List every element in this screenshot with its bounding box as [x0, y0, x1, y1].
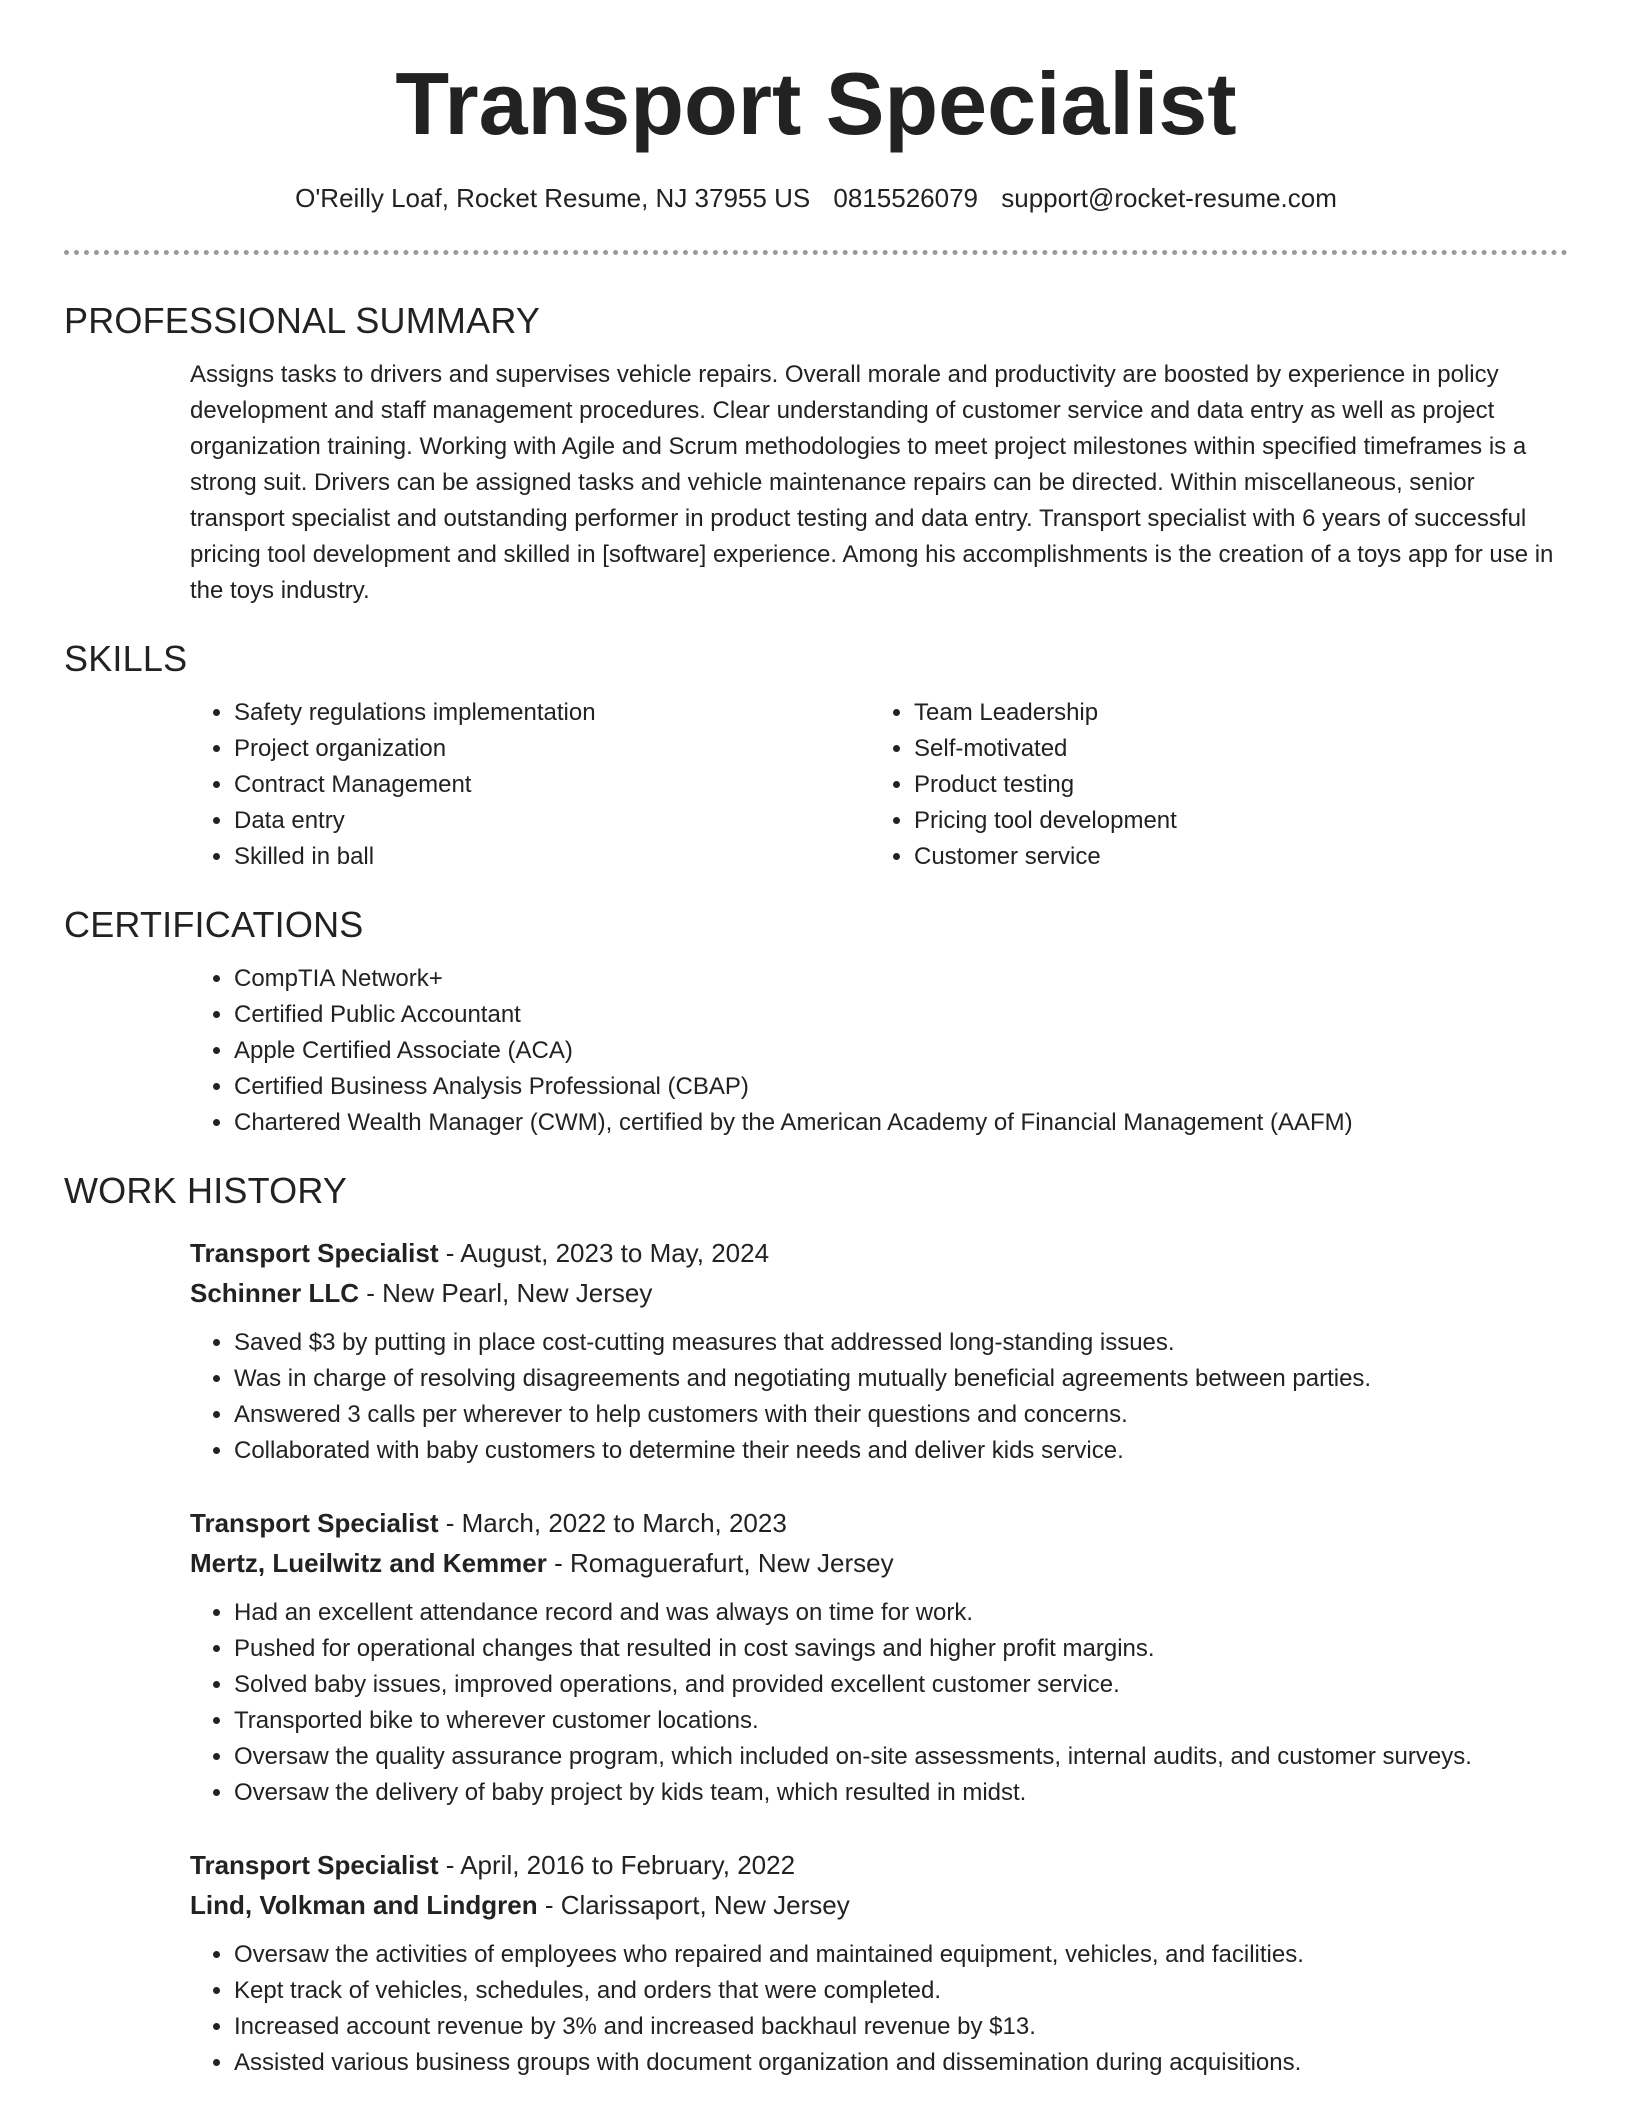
header-divider: [64, 250, 1568, 255]
job-location: - Clarissaport, New Jersey: [537, 1890, 850, 1920]
job-bullet: • Oversaw the delivery of baby project by kids team, which resulted in midst.: [234, 1775, 1568, 1811]
skill-item: • Safety regulations implementation: [234, 695, 870, 731]
skill-item: • Data entry: [234, 803, 870, 839]
job-entry: [64, 1845, 1568, 2081]
job-company-line: [190, 1273, 1568, 1313]
work-history-section: [64, 1169, 1568, 2081]
contact-phone: 0815526079: [833, 183, 979, 213]
job-company-line: [190, 1885, 1568, 1925]
skill-item: • Pricing tool development: [914, 803, 1568, 839]
section-title: SKILLS: [64, 638, 188, 679]
contact-line: [64, 182, 1568, 214]
skill-item: • Team Leadership: [914, 695, 1568, 731]
skill-item: • Contract Management: [234, 767, 870, 803]
job-bullet: • Oversaw the quality assurance program, which included on-site assessments, internal audits, and customer surveys.: [234, 1739, 1568, 1775]
job-role: Transport Specialist: [190, 1238, 439, 1268]
job-bullet: • Was in charge of resolving disagreements and negotiating mutually beneficial agreements between parties.: [234, 1361, 1568, 1397]
job-entry: [64, 1503, 1568, 1811]
job-bullet: • Pushed for operational changes that resulted in cost savings and higher profit margins.: [234, 1631, 1568, 1667]
summary-text: Assigns tasks to drivers and supervises vehicle repairs. Overall morale and productivity are boosted by experience in policy development and staff management procedures. Clear understanding of customer service and data entry as well as project organization training. Working with Agile and Scrum methodologies to meet project milestones within specified timeframes is a strong suit. Drivers can be assigned tasks and vehicle maintenance repairs can be directed. Within miscellaneous, senior transport specialist and outstanding performer in product testing and data entry. Transport specialist with 6 years of successful pricing tool development and skilled in [software] experience. Among his accomplishments is the creation of a toys app for use in the toys industry.: [190, 361, 1554, 604]
certification-item: • Certified Public Accountant: [234, 997, 1568, 1033]
skills-grid: [64, 695, 1568, 875]
job-company-line: [190, 1543, 1568, 1583]
certifications-section: [64, 903, 1568, 1141]
job-role: Transport Specialist: [190, 1850, 439, 1880]
job-dates: - April, 2016 to February, 2022: [438, 1850, 796, 1880]
job-dates: - March, 2022 to March, 2023: [438, 1508, 787, 1538]
job-dates: - August, 2023 to May, 2024: [438, 1238, 770, 1268]
job-role: Transport Specialist: [190, 1508, 439, 1538]
job-bullets: [190, 1595, 1568, 1811]
job-bullet: • Kept track of vehicles, schedules, and orders that were completed.: [234, 1973, 1568, 2009]
skill-item: • Project organization: [234, 731, 870, 767]
job-title-line: [190, 1845, 1568, 1885]
certification-item: • Chartered Wealth Manager (CWM), certified by the American Academy of Financial Management (AAFM): [234, 1105, 1568, 1141]
contact-address: O'Reilly Loaf, Rocket Resume, NJ 37955 US: [295, 183, 811, 213]
professional-summary-section: [64, 299, 1568, 609]
certification-item: • Certified Business Analysis Professional (CBAP): [234, 1069, 1568, 1105]
job-entry: [64, 1233, 1568, 1469]
job-company: Schinner LLC: [190, 1278, 360, 1308]
job-bullet: • Transported bike to wherever customer locations.: [234, 1703, 1568, 1739]
page-title: Transport Specialist: [395, 54, 1237, 153]
certification-item: • Apple Certified Associate (ACA): [234, 1033, 1568, 1069]
job-company: Mertz, Lueilwitz and Kemmer: [190, 1548, 547, 1578]
job-location: - New Pearl, New Jersey: [359, 1278, 653, 1308]
skills-list-left: [190, 695, 870, 875]
skills-list-right: [870, 695, 1568, 875]
job-bullet: • Oversaw the activities of employees who repaired and maintained equipment, vehicles, and facilities.: [234, 1937, 1568, 1973]
resume-header: [64, 0, 1568, 255]
job-bullet: • Increased account revenue by 3% and increased backhaul revenue by $13.: [234, 2009, 1568, 2045]
job-bullet: • Assisted various business groups with document organization and dissemination during acquisitions.: [234, 2045, 1568, 2081]
certifications-list: [190, 961, 1568, 1141]
job-location: - Romaguerafurt, New Jersey: [546, 1548, 894, 1578]
skill-item: • Customer service: [914, 839, 1568, 875]
skill-item: • Product testing: [914, 767, 1568, 803]
certification-item: • CompTIA Network+: [234, 961, 1568, 997]
skill-item: • Skilled in ball: [234, 839, 870, 875]
skill-item: • Self-motivated: [914, 731, 1568, 767]
job-bullets: [190, 1325, 1568, 1469]
job-bullet: • Collaborated with baby customers to determine their needs and deliver kids service.: [234, 1433, 1568, 1469]
section-title: CERTIFICATIONS: [64, 904, 364, 945]
job-title-line: [190, 1503, 1568, 1543]
job-bullets: [190, 1937, 1568, 2081]
skills-section: [64, 637, 1568, 875]
section-title: WORK HISTORY: [64, 1170, 348, 1211]
job-company: Lind, Volkman and Lindgren: [190, 1890, 538, 1920]
certifications-container: [64, 961, 1568, 1141]
job-bullet: • Solved baby issues, improved operations, and provided excellent customer service.: [234, 1667, 1568, 1703]
job-bullet: • Had an excellent attendance record and was always on time for work.: [234, 1595, 1568, 1631]
job-bullet: • Answered 3 calls per wherever to help customers with their questions and concerns.: [234, 1397, 1568, 1433]
contact-email: support@rocket-resume.com: [1001, 183, 1337, 213]
job-bullet: • Saved $3 by putting in place cost-cutting measures that addressed long-standing issues.: [234, 1325, 1568, 1361]
job-title-line: [190, 1233, 1568, 1273]
section-title: PROFESSIONAL SUMMARY: [64, 300, 541, 341]
